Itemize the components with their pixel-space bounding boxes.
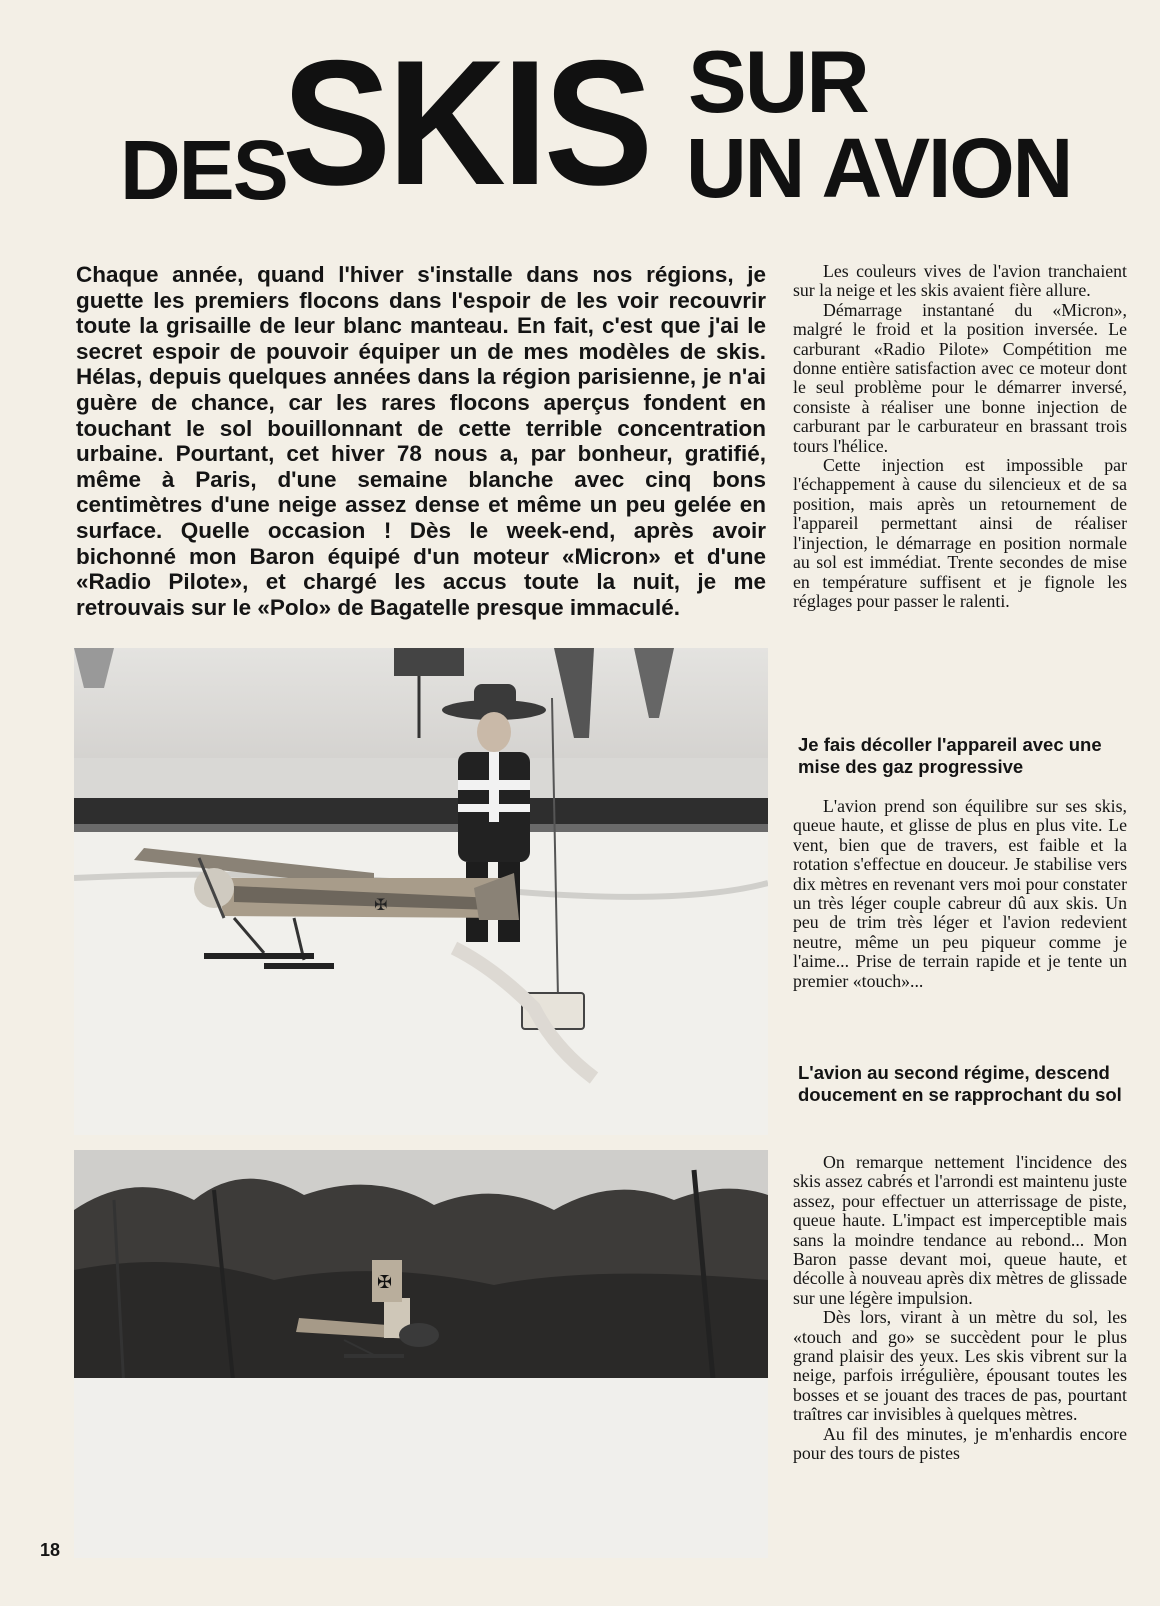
- intro-paragraph: Chaque année, quand l'hiver s'installe dans nos régions, je guette les premiers flocons dans l'espoir de les voir recouvrir toute la grisaille de leur blanc manteau. En fait, c'est que j'ai le secret espoir de pouvoir équiper un de mes modèles de skis. Hélas, depuis quelques années dans la région parisienne, je n'ai guère de chance, car les rares flocons aperçus fondent en touchant le sol bouillonnant de cette terrible concentration urbaine. Pourtant, cet hiver 78 nous a, par bonheur, gratifié, même à Paris, d'une semaine blanche avec cinq bons centimètres d'une neige assez dense et même un peu gelée en surface. Quelle occasion ! Dès le week-end, après avoir bichonné mon Baron équipé d'un moteur «Micron» et d'une «Radio Pilote», et chargé les accus toute la nuit, je me retrouvais sur le «Polo» de Bagatelle presque immaculé.: [76, 262, 766, 620]
- right-column-middle: [793, 797, 1127, 991]
- page-number: 18: [40, 1540, 61, 1560]
- title-des: DES: [120, 123, 287, 217]
- column-paragraph: On remarque nettement l'incidence des skis assez cabrés et l'arrondi est maintenu juste assez, pour effectuer un atterrissage de piste, queue haute. L'impact est imperceptible mais sans la moindre tendance au rebond... Mon Baron passe devant moi, queue haute, et décolle à nouveau après dix mètres de glissade sur une légère impulsion.: [793, 1152, 1127, 1308]
- right-column-bottom: [793, 1153, 1127, 1464]
- svg-text:✠: ✠: [377, 1272, 393, 1293]
- column-paragraph: Les couleurs vives de l'avion tranchaient sur la neige et les skis avaient fière allure.: [793, 261, 1127, 301]
- title-un-avion: UN AVION: [686, 121, 1072, 215]
- photo-plane-over-snow: [74, 1150, 768, 1558]
- subheading-takeoff-wrap: [798, 734, 1128, 778]
- column-paragraph: Démarrage instantané du «Micron», malgré le froid et la position inversée. Le carburant «Radio Pilote» Compétition me donne entière satisfaction avec ce moteur dont le seul problème pour le démarrer inversé, consiste à réaliser une bonne injection de carburant par le carburateur en brassant trois tours l'hélice.: [793, 299, 1127, 456]
- subheading-descent: L'avion au second régime, descend doucement en se rapprochant du sol: [798, 1062, 1122, 1105]
- title-sur: SUR: [688, 32, 868, 131]
- photo-child-with-ski-plane: [74, 648, 768, 1135]
- column-paragraph: L'avion prend son équilibre sur ses skis, queue haute, et glisse de plus en plus vite. Le vent, bien que de travers, est faible et la rotation s'effectue en douceur. Je stabilise vers dix mètres en revenant vers moi pour constater un très léger couple cabreur dû aux skis. Un peu de trim très léger et l'avion redevient neutre, même un peu piqueur comme je l'aime... Prise de terrain rapide et je tente un premier «touch»...: [793, 796, 1127, 991]
- svg-text:✠: ✠: [374, 895, 388, 914]
- column-paragraph: Au fil des minutes, je m'enhardis encore pour des tours de pistes: [793, 1423, 1127, 1464]
- column-paragraph: Cette injection est impossible par l'échappement à cause du silencieux et de sa position, mais après un retournement de l'appareil permettant ainsi de réaliser l'injection, le démarrage en position normale au sol est immédiat. Trente secondes de mise en température suffisent et je fignole les réglages pour passer le ralenti.: [793, 455, 1127, 611]
- title-skis: SKIS: [282, 23, 650, 222]
- column-paragraph: Dès lors, virant à un mètre du sol, les «touch and go» se succèdent pour le plus grand plaisir des yeux. Les skis vibrent sur la neige, parfois irrégulière, épousant toutes les bosses et se jouant des traces de pas, pourtant traîtres car invisibles à quelques mètres.: [793, 1307, 1127, 1425]
- right-column-top: [793, 262, 1127, 611]
- subheading-descent-wrap: [798, 1062, 1128, 1106]
- subheading-takeoff: Je fais décoller l'appareil avec une mise des gaz progressive: [798, 734, 1102, 777]
